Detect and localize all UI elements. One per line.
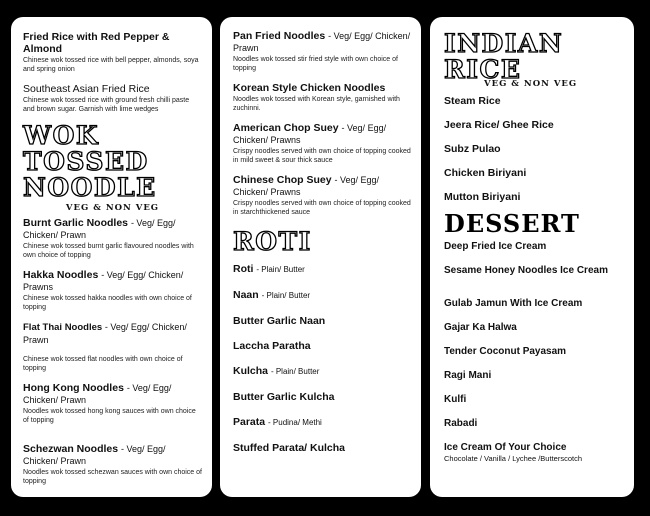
menu-item: Jeera Rice/ Ghee Rice: [444, 119, 554, 131]
menu-item: Laccha Paratha: [233, 340, 311, 352]
section-heading-dessert: DESSERT: [444, 209, 580, 238]
item-description: Chinese wok tossed rice with bell pepper, almonds, soya and spring onion: [23, 57, 199, 73]
item-name: Fried Rice with Red Pepper & Almond: [23, 31, 170, 55]
rice-list: [444, 95, 626, 203]
menu-item: Deep Fried Ice Cream: [444, 241, 547, 252]
item-name: Hong Kong Noodles - Veg/ Egg/ Chicken/ Prawn: [23, 382, 172, 405]
menu-item: Steam Rice: [444, 95, 501, 107]
menu-item: Rabadi: [444, 418, 478, 429]
section-heading-roti: ROTI: [233, 227, 312, 256]
menu-panel-middle: [220, 17, 421, 497]
menu-item: [233, 174, 411, 217]
item-name: Flat Thai Noodles - Veg/ Egg/ Chicken/ Prawn: [23, 322, 187, 345]
menu-item: Naan - Plain/ Butter: [233, 289, 311, 301]
menu-item: Tender Coconut Payasam: [444, 346, 567, 357]
menu-item: Kulcha - Plain/ Butter: [233, 365, 320, 377]
dessert-list: [444, 241, 626, 464]
menu-item: Parata - Pudina/ Methi: [233, 416, 322, 428]
heading-line: NOODLE: [23, 173, 157, 202]
menu-item: [23, 83, 202, 114]
item-description: Chinese wok tossed flat noodles with own choice of topping: [23, 356, 183, 372]
menu-panel-left: [11, 17, 212, 497]
menu-item: [23, 217, 202, 260]
menu-item: Gajar Ka Halwa: [444, 322, 517, 333]
menu-item: Mutton Biriyani: [444, 191, 521, 203]
menu-item: Kulfi: [444, 394, 467, 405]
section-subheading: VEG & NON VEG: [484, 79, 578, 89]
item-description: Noodles wok tossed with Korean style, garnished with zuchinni.: [233, 96, 400, 112]
menu-item: [233, 82, 411, 113]
item-name: Southeast Asian Fried Rice: [23, 83, 150, 95]
item-name: Chinese Chop Suey - Veg/ Egg/ Chicken/ Prawns: [233, 174, 380, 197]
heading-line: TOSSED: [23, 147, 149, 176]
item-name: Korean Style Chicken Noodles: [233, 82, 386, 94]
menu-item: Stuffed Parata/ Kulcha: [233, 442, 346, 454]
menu-item: [233, 30, 411, 73]
menu-item: [233, 122, 411, 165]
item-description: Noodles wok tossed stir fried style with own choice of topping: [233, 56, 398, 72]
menu-item: Chicken Biriyani: [444, 167, 527, 179]
menu-item: Butter Garlic Kulcha: [233, 391, 335, 403]
item-description: Noodles wok tossed schezwan sauces with own choice of topping: [23, 469, 202, 485]
section-heading-indian-rice: [444, 31, 626, 83]
menu-item: [23, 443, 202, 486]
roti-list: [233, 263, 411, 454]
heading-line: RICE: [444, 55, 522, 84]
menu-item: [23, 321, 202, 373]
item-name: American Chop Suey - Veg/ Egg/ Chicken/ Prawns: [233, 122, 387, 145]
item-name: Burnt Garlic Noodles - Veg/ Egg/ Chicken/ Prawn: [23, 217, 176, 240]
menu-item: Subz Pulao: [444, 143, 501, 155]
menu-item: Ice Cream Of Your Choice: [444, 442, 567, 453]
item-description: Crispy noodles served with own choice of topping cooked in mild sweet & sour thick sauce: [233, 148, 411, 164]
item-description: Noodles wok tossed hong kong sauces with own choice of topping: [23, 408, 196, 424]
item-name: Pan Fried Noodles - Veg/ Egg/ Chicken/ Prawn: [233, 30, 411, 53]
menu-item: [23, 269, 202, 312]
menu-item: Sesame Honey Noodles Ice Cream: [444, 265, 608, 276]
item-description: Crispy noodles served with own choice of topping cooked in starchthickened sauce: [233, 200, 411, 216]
icecream-flavours: Chocolate / Vanilla / Lychee /Butterscotch: [444, 454, 582, 463]
section-subheading: VEG & NON VEG: [65, 203, 160, 213]
item-description: Chinese wok tossed burnt garlic flavoured noodles with own choice of topping: [23, 243, 194, 259]
item-description: Chinese wok tossed rice with ground fresh chilli paste and brown sugar. Garnish with lime wedges: [23, 97, 190, 113]
menu-item: Gulab Jamun With Ice Cream: [444, 298, 583, 309]
menu-item: Butter Garlic Naan: [233, 315, 326, 327]
menu-item: [23, 31, 202, 74]
menu-item: Roti - Plain/ Butter: [233, 263, 305, 275]
heading-line: INDIAN: [444, 29, 564, 58]
item-name: Schezwan Noodles - Veg/ Egg/ Chicken/ Prawn: [23, 443, 166, 466]
menu-panel-right: [430, 17, 634, 497]
menu-item: Ragi Mani: [444, 370, 492, 381]
item-description: Chinese wok tossed hakka noodles with own choice of topping: [23, 295, 192, 311]
section-heading-noodle: [23, 123, 202, 201]
heading-line: WOK: [23, 121, 100, 150]
item-name: Hakka Noodles - Veg/ Egg/ Chicken/ Prawns: [23, 269, 184, 292]
menu-item: [23, 382, 202, 425]
